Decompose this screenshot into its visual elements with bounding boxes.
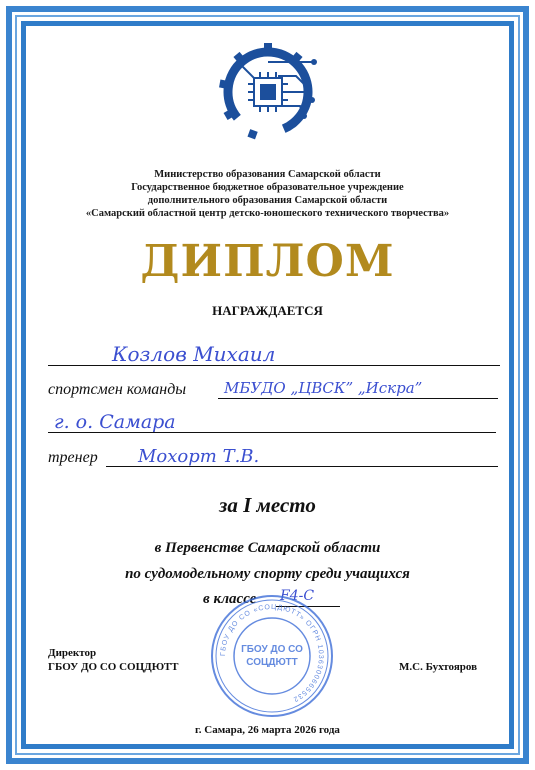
- org-line-4: «Самарский областной центр детско-юношеского технического творчества»: [85, 208, 450, 219]
- stamp-ring-text: ГБОУ ДО СО «СОЦДЮТТ» ОГРН 1036300665532: [219, 603, 325, 703]
- diploma-title: ДИПЛОМ: [140, 236, 395, 287]
- team-value: МБУДО „ЦВСК” „Искра”: [224, 379, 423, 397]
- director-org: ГБОУ ДО СО СОЦДЮТТ: [48, 661, 179, 673]
- gear-chip-logo-icon: [216, 40, 320, 144]
- city-value: г. о. Самара: [54, 411, 176, 433]
- place-text: за I место: [219, 493, 316, 517]
- stamp-center-line-2: СОЦДЮТТ: [246, 657, 298, 668]
- competition-line-2: по судомодельному спорту среди учащихся: [125, 566, 410, 582]
- director-title: Директор: [48, 647, 97, 659]
- stamp-center-line-1: ГБОУ ДО СО: [241, 644, 303, 655]
- coach-value: Мохорт Т.В.: [138, 446, 260, 467]
- org-line-2: Государственное бюджетное образовательное учреждение: [131, 182, 404, 193]
- class-value: F4-С: [280, 588, 315, 604]
- team-line: [218, 398, 498, 399]
- footer-date: г. Самара, 26 марта 2026 года: [195, 724, 340, 736]
- class-label: в классе: [203, 591, 257, 607]
- round-stamp-icon: [208, 592, 336, 720]
- director-name: М.С. Бухтояров: [399, 661, 478, 673]
- team-label: спортсмен команды: [48, 381, 187, 398]
- competition-line-1: в Первенстве Самарской области: [154, 540, 381, 556]
- org-line-3: дополнительного образования Самарской области: [147, 195, 388, 206]
- recipient-name: Козлов Михаил: [112, 342, 276, 366]
- org-line-1: Министерство образования Самарской области: [154, 169, 381, 180]
- coach-label: тренер: [48, 449, 98, 466]
- awarded-heading: НАГРАЖДАЕТСЯ: [212, 303, 323, 318]
